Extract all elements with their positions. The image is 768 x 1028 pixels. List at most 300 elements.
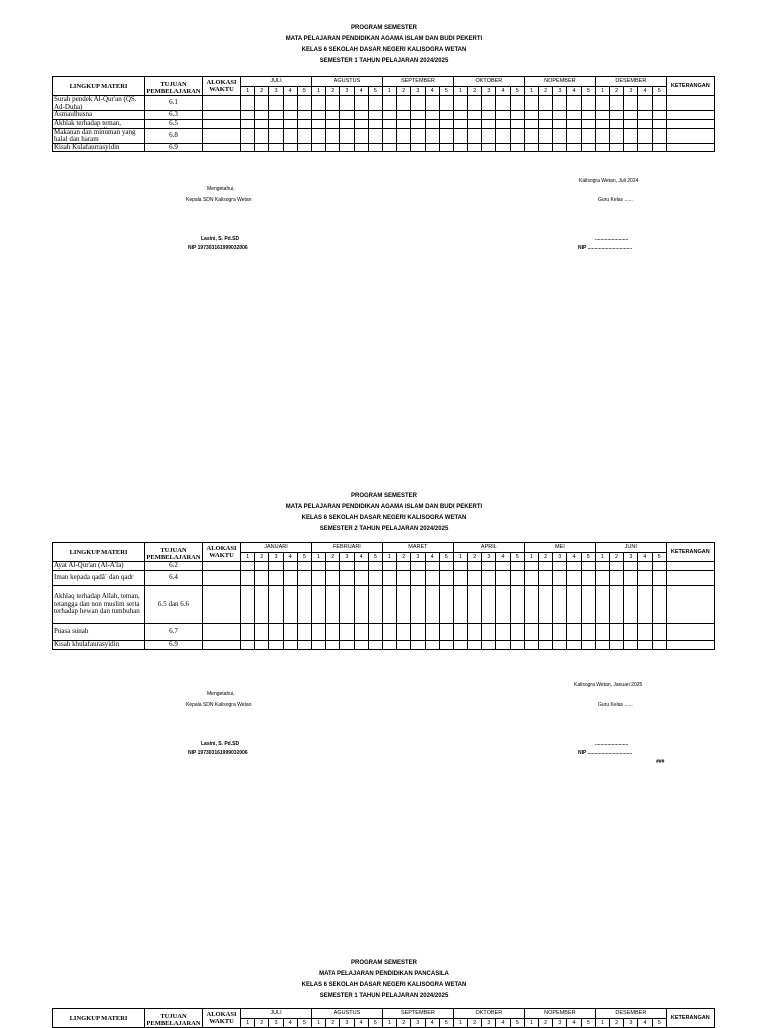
week-header: 3 — [269, 87, 283, 96]
week-header: 1 — [524, 1019, 538, 1028]
week-cell — [581, 96, 595, 111]
doc-title: PROGRAM SEMESTER — [350, 960, 417, 966]
week-header: 5 — [368, 553, 382, 562]
week-cell — [595, 562, 609, 571]
week-cell — [397, 641, 411, 650]
week-cell — [496, 571, 510, 586]
week-cell — [439, 128, 453, 143]
week-cell — [567, 111, 581, 120]
week-cell — [255, 624, 269, 641]
week-header: 4 — [354, 553, 368, 562]
week-cell — [354, 624, 368, 641]
teacher-nip: NIP ................................ — [578, 245, 633, 251]
week-cell — [326, 128, 340, 143]
month-header: MEI — [524, 543, 595, 553]
keterangan-header: KETERANGAN — [666, 543, 714, 562]
week-cell — [510, 571, 524, 586]
alokasi-cell — [203, 119, 241, 128]
week-cell — [255, 119, 269, 128]
materi-text: Kisah Kulafaurrasyidin — [54, 143, 120, 151]
week-cell — [311, 128, 325, 143]
teacher-name-line: ........................ — [595, 741, 629, 747]
week-cell — [468, 96, 482, 111]
week-cell — [496, 586, 510, 624]
week-header: 1 — [311, 87, 325, 96]
week-cell — [425, 119, 439, 128]
week-cell — [496, 111, 510, 120]
week-cell — [382, 586, 396, 624]
week-cell — [553, 111, 567, 120]
week-cell — [397, 624, 411, 641]
week-cell — [638, 143, 652, 152]
week-cell — [283, 562, 297, 571]
keterangan-header: KETERANGAN — [666, 77, 714, 96]
teacher-title: Guru Kelas ...... — [598, 197, 633, 203]
week-cell — [496, 562, 510, 571]
week-cell — [368, 562, 382, 571]
week-header: 1 — [241, 1019, 255, 1028]
week-header: 3 — [553, 553, 567, 562]
week-cell — [496, 119, 510, 128]
week-cell — [368, 624, 382, 641]
week-cell — [453, 96, 467, 111]
week-cell — [411, 128, 425, 143]
table-row — [53, 128, 715, 143]
month-header: OKTOBER — [453, 1009, 524, 1019]
week-cell — [453, 562, 467, 571]
materi-cell — [53, 571, 145, 586]
week-cell — [297, 119, 311, 128]
week-cell — [652, 586, 666, 624]
materi-text: Ayat Al-Qur'an (Al-A'la) — [54, 562, 124, 570]
teacher-nip: NIP ................................ — [578, 750, 633, 756]
week-cell — [311, 571, 325, 586]
principal-title: Kepala SDN Kalisogra Wetan — [186, 197, 252, 203]
week-cell — [354, 641, 368, 650]
materi-cell — [53, 96, 145, 111]
week-cell — [411, 624, 425, 641]
materi-text: Surah pendek Al-Qur'an (QS. Ad-Duha) — [54, 96, 137, 110]
week-cell — [496, 96, 510, 111]
week-cell — [255, 111, 269, 120]
week-cell — [496, 641, 510, 650]
week-header: 2 — [397, 553, 411, 562]
week-header: 4 — [354, 87, 368, 96]
week-cell — [610, 143, 624, 152]
week-header: 5 — [297, 553, 311, 562]
week-cell — [539, 571, 553, 586]
keterangan-cell — [666, 586, 714, 624]
week-cell — [368, 143, 382, 152]
week-cell — [652, 96, 666, 111]
week-cell — [326, 624, 340, 641]
week-cell — [638, 96, 652, 111]
week-cell — [624, 111, 638, 120]
month-header: APRIL — [453, 543, 524, 553]
week-cell — [524, 143, 538, 152]
week-header: 2 — [610, 87, 624, 96]
doc-title: PROGRAM SEMESTER — [350, 493, 417, 499]
tujuan-cell: 6.3 — [145, 111, 203, 120]
week-header: 4 — [567, 553, 581, 562]
week-cell — [609, 586, 623, 624]
week-cell — [652, 571, 666, 586]
week-header: 3 — [269, 1019, 283, 1028]
week-cell — [411, 641, 425, 650]
week-cell — [354, 586, 368, 624]
week-cell — [609, 562, 623, 571]
materi-text: Akhlak terhadap teman, — [54, 119, 122, 127]
week-cell — [609, 641, 623, 650]
week-cell — [624, 96, 638, 111]
week-cell — [382, 111, 396, 120]
week-header: 3 — [624, 553, 638, 562]
week-cell — [382, 562, 396, 571]
week-header: 4 — [638, 87, 652, 96]
tujuan-pembelajaran-header: TUJUAN PEMBELAJARAN — [145, 1009, 203, 1028]
week-cell — [269, 562, 283, 571]
week-header: 1 — [595, 87, 609, 96]
week-cell — [311, 96, 325, 111]
week-cell — [368, 96, 382, 111]
week-cell — [283, 96, 297, 111]
week-cell — [524, 128, 538, 143]
week-header: 2 — [610, 1019, 624, 1028]
week-header: 5 — [510, 87, 524, 96]
keterangan-cell — [666, 571, 714, 586]
week-header: 3 — [269, 553, 283, 562]
month-header: NOPEMBER — [524, 1009, 595, 1019]
week-header: 4 — [425, 1019, 439, 1028]
class-title: KELAS 6 SEKOLAH DASAR NEGERI KALISOGRA WETAN — [301, 515, 467, 521]
month-header: JUNI — [595, 543, 666, 553]
subject-title: MATA PELAJARAN PENDIDIKAN AGAMA ISLAM DAN BUDI PEKERTI — [285, 36, 483, 42]
week-header: 3 — [411, 87, 425, 96]
teacher-title: Guru Kelas ...... — [598, 702, 633, 708]
week-cell — [297, 562, 311, 571]
week-header: 1 — [524, 553, 538, 562]
week-header: 3 — [411, 553, 425, 562]
table-row — [53, 571, 715, 586]
week-header: 5 — [439, 553, 453, 562]
week-header: 3 — [482, 87, 496, 96]
week-cell — [368, 111, 382, 120]
week-cell — [482, 562, 496, 571]
week-header: 1 — [311, 553, 325, 562]
week-cell — [269, 624, 283, 641]
week-cell — [340, 128, 354, 143]
week-cell — [297, 128, 311, 143]
week-cell — [581, 562, 595, 571]
week-header: 5 — [652, 1019, 666, 1028]
week-header: 2 — [468, 87, 482, 96]
week-cell — [439, 641, 453, 650]
week-cell — [326, 111, 340, 120]
week-cell — [297, 111, 311, 120]
week-cell — [482, 641, 496, 650]
week-cell — [255, 143, 269, 152]
week-cell — [241, 96, 255, 111]
week-header: 4 — [354, 1019, 368, 1028]
subject-title: MATA PELAJARAN PENDIDIKAN AGAMA ISLAM DAN BUDI PEKERTI — [285, 504, 483, 510]
week-cell — [482, 571, 496, 586]
keterangan-cell — [666, 562, 714, 571]
tujuan-cell: 6.8 — [145, 128, 203, 143]
week-cell — [553, 119, 567, 128]
week-cell — [340, 119, 354, 128]
week-cell — [354, 119, 368, 128]
week-cell — [354, 562, 368, 571]
week-cell — [567, 119, 581, 128]
week-cell — [610, 96, 624, 111]
week-cell — [340, 641, 354, 650]
week-cell — [524, 96, 538, 111]
week-cell — [326, 641, 340, 650]
materi-cell — [53, 562, 145, 571]
week-header: 5 — [368, 87, 382, 96]
week-cell — [326, 586, 340, 624]
week-cell — [482, 586, 496, 624]
table-row — [53, 562, 715, 571]
week-header: 1 — [382, 1019, 396, 1028]
week-cell — [510, 562, 524, 571]
week-cell — [652, 111, 666, 120]
table-row — [53, 624, 715, 641]
tujuan-cell: 6.1 — [145, 96, 203, 111]
month-header: SEPTEMBER — [382, 1009, 453, 1019]
week-header: 4 — [567, 1019, 581, 1028]
week-cell — [425, 143, 439, 152]
week-header: 5 — [510, 1019, 524, 1028]
week-cell — [297, 641, 311, 650]
week-cell — [624, 128, 638, 143]
week-cell — [553, 128, 567, 143]
week-cell — [382, 624, 396, 641]
week-cell — [553, 143, 567, 152]
month-header: FEBRUARI — [311, 543, 382, 553]
doc-title: PROGRAM SEMESTER — [350, 25, 417, 31]
week-cell — [241, 641, 255, 650]
week-header: 1 — [241, 553, 255, 562]
week-header: 3 — [553, 87, 567, 96]
week-cell — [326, 119, 340, 128]
week-header: 2 — [397, 87, 411, 96]
keterangan-header: KETERANGAN — [666, 1009, 714, 1028]
week-cell — [241, 128, 255, 143]
week-cell — [425, 96, 439, 111]
week-cell — [397, 143, 411, 152]
week-cell — [581, 119, 595, 128]
week-cell — [652, 641, 666, 650]
week-cell — [255, 128, 269, 143]
week-cell — [567, 571, 581, 586]
materi-text: Puasa sunah — [54, 628, 89, 636]
keterangan-cell — [666, 624, 714, 641]
week-header: 1 — [241, 87, 255, 96]
week-cell — [652, 624, 666, 641]
week-cell — [311, 641, 325, 650]
materi-text: Akhlaq terhadap Allah, teman, tetangga dan non muslim serta terhadap hewan dan tumbuhan — [54, 593, 140, 616]
materi-text: Iman kepada qadā` dan qadr — [54, 574, 134, 582]
tujuan-pembelajaran-header: TUJUAN PEMBELAJARAN — [145, 543, 203, 562]
week-cell — [510, 586, 524, 624]
class-title: KELAS 6 SEKOLAH DASAR NEGERI KALISOGRA WETAN — [301, 982, 467, 988]
week-cell — [539, 624, 553, 641]
week-header: 2 — [539, 1019, 553, 1028]
week-cell — [539, 586, 553, 624]
week-header: 5 — [439, 1019, 453, 1028]
week-cell — [496, 624, 510, 641]
alokasi-waktu-header: ALOKASI WAKTU — [203, 1009, 241, 1028]
week-header: 4 — [496, 1019, 510, 1028]
keterangan-cell — [666, 641, 714, 650]
week-cell — [425, 128, 439, 143]
week-cell — [468, 586, 482, 624]
week-header: 5 — [652, 553, 666, 562]
week-cell — [553, 624, 567, 641]
teacher-name-line: ........................ — [595, 236, 629, 242]
knowing-label: Mengetahui, — [207, 186, 235, 192]
week-cell — [269, 143, 283, 152]
week-cell — [539, 96, 553, 111]
week-cell — [581, 624, 595, 641]
principal-title: Kepala SDN Kalisogra Wetan — [186, 702, 252, 708]
week-cell — [624, 624, 638, 641]
alokasi-cell — [203, 143, 241, 152]
week-cell — [468, 143, 482, 152]
place-date: Kalisogra Wetan, Januari 2025 — [574, 682, 643, 688]
week-cell — [297, 571, 311, 586]
week-header: 3 — [482, 553, 496, 562]
week-cell — [468, 119, 482, 128]
week-cell — [638, 128, 652, 143]
overflow-marker: ### — [656, 759, 665, 765]
week-cell — [510, 128, 524, 143]
week-header: 3 — [340, 87, 354, 96]
week-cell — [283, 119, 297, 128]
month-header: DESEMBER — [595, 77, 666, 87]
week-cell — [311, 586, 325, 624]
week-header: 1 — [524, 87, 538, 96]
week-header: 5 — [652, 87, 666, 96]
week-cell — [425, 111, 439, 120]
week-cell — [397, 111, 411, 120]
schedule-table — [52, 542, 715, 650]
week-cell — [283, 143, 297, 152]
week-cell — [269, 111, 283, 120]
week-header: 2 — [326, 87, 340, 96]
week-cell — [340, 111, 354, 120]
week-header: 5 — [439, 87, 453, 96]
week-cell — [269, 586, 283, 624]
week-cell — [241, 111, 255, 120]
week-header: 5 — [297, 87, 311, 96]
tujuan-cell: 6.4 — [145, 571, 203, 586]
week-cell — [411, 571, 425, 586]
month-header: JANUARI — [241, 543, 312, 553]
week-header: 4 — [425, 87, 439, 96]
week-header: 4 — [638, 553, 652, 562]
week-cell — [241, 119, 255, 128]
alokasi-cell — [203, 641, 241, 650]
week-cell — [595, 143, 609, 152]
week-cell — [382, 571, 396, 586]
week-header: 4 — [496, 87, 510, 96]
week-cell — [241, 562, 255, 571]
week-header: 3 — [482, 1019, 496, 1028]
week-cell — [340, 571, 354, 586]
week-cell — [510, 119, 524, 128]
week-cell — [510, 641, 524, 650]
keterangan-cell — [666, 111, 714, 120]
week-header: 2 — [255, 1019, 269, 1028]
week-cell — [453, 586, 467, 624]
week-cell — [382, 128, 396, 143]
week-cell — [340, 562, 354, 571]
week-cell — [439, 562, 453, 571]
materi-cell — [53, 624, 145, 641]
alokasi-waktu-header: ALOKASI WAKTU — [203, 77, 241, 96]
week-cell — [468, 128, 482, 143]
week-cell — [453, 624, 467, 641]
week-cell — [581, 641, 595, 650]
materi-cell — [53, 586, 145, 624]
week-cell — [595, 624, 609, 641]
week-cell — [283, 571, 297, 586]
week-cell — [482, 111, 496, 120]
week-cell — [439, 586, 453, 624]
week-cell — [411, 143, 425, 152]
week-header: 1 — [382, 553, 396, 562]
week-cell — [255, 586, 269, 624]
place-date: Kalisogra Wetan, Juli 2024 — [579, 178, 639, 184]
week-cell — [368, 119, 382, 128]
week-cell — [638, 562, 652, 571]
week-cell — [283, 111, 297, 120]
week-cell — [397, 586, 411, 624]
week-cell — [255, 571, 269, 586]
week-cell — [524, 624, 538, 641]
keterangan-cell — [666, 119, 714, 128]
tujuan-cell: 6.2 — [145, 562, 203, 571]
week-cell — [524, 586, 538, 624]
week-header: 1 — [595, 553, 609, 562]
week-cell — [539, 111, 553, 120]
week-cell — [510, 96, 524, 111]
week-cell — [311, 119, 325, 128]
week-cell — [482, 143, 496, 152]
week-cell — [652, 143, 666, 152]
keterangan-cell — [666, 128, 714, 143]
week-cell — [482, 624, 496, 641]
week-cell — [638, 624, 652, 641]
week-cell — [581, 143, 595, 152]
week-cell — [340, 624, 354, 641]
alokasi-cell — [203, 586, 241, 624]
week-header: 2 — [255, 553, 269, 562]
materi-text: Asmaulhusna — [54, 111, 93, 118]
week-cell — [354, 571, 368, 586]
week-cell — [453, 128, 467, 143]
week-header: 4 — [425, 553, 439, 562]
week-header: 5 — [297, 1019, 311, 1028]
week-cell — [595, 571, 609, 586]
week-cell — [553, 562, 567, 571]
month-header: MARET — [382, 543, 453, 553]
tujuan-pembelajaran-header: TUJUAN PEMBELAJARAN — [145, 77, 203, 96]
week-cell — [354, 143, 368, 152]
week-cell — [524, 562, 538, 571]
